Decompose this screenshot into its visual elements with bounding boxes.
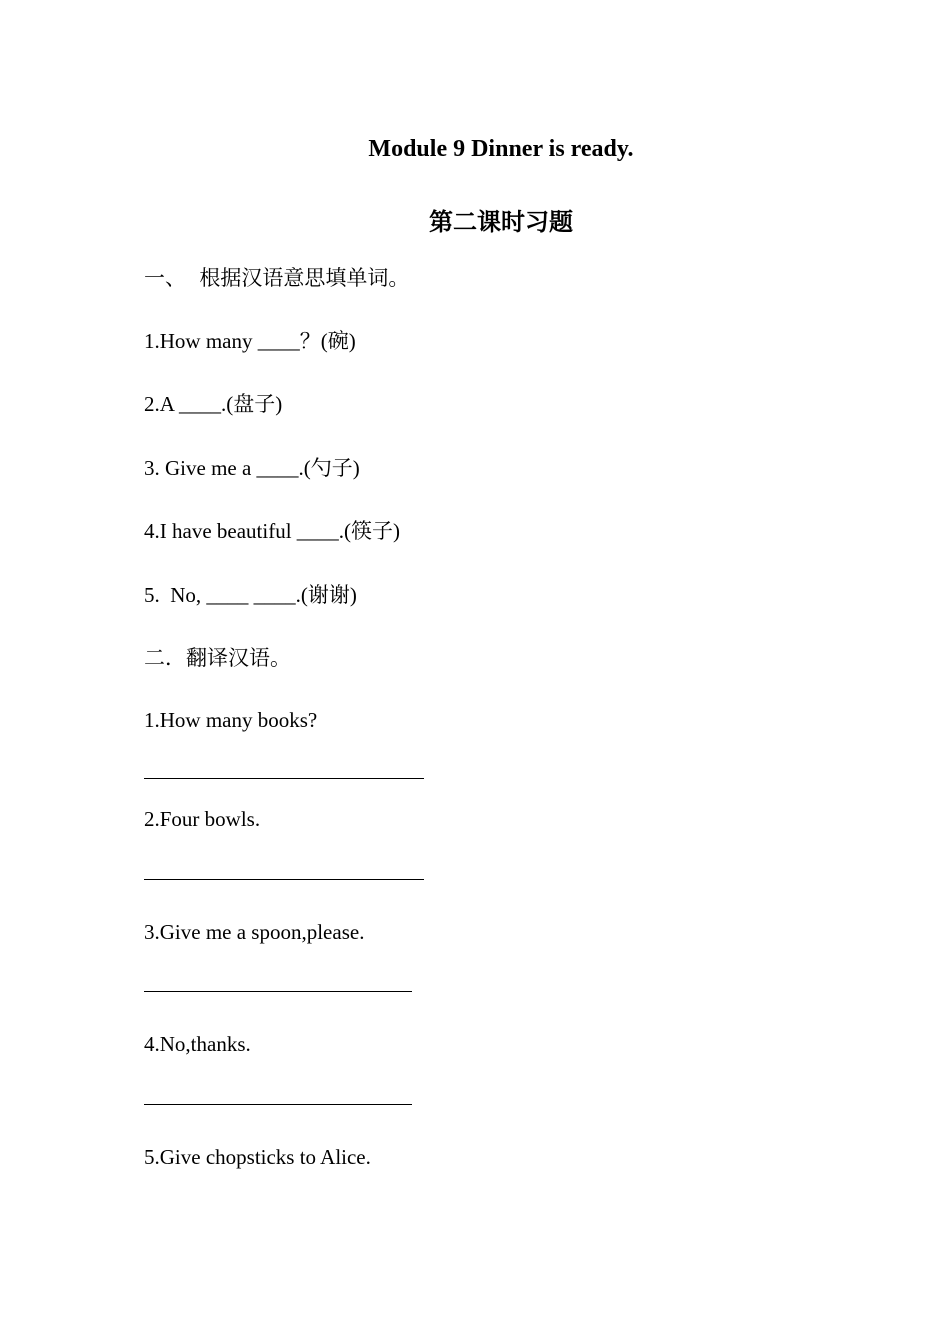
- fill-in-item-3: 3. Give me a ____.(勺子): [144, 456, 360, 480]
- translate-item-1: 1.How many books?: [144, 708, 318, 732]
- answer-line-1: [144, 778, 424, 779]
- translate-item-4: 4.No,thanks.: [144, 1032, 251, 1056]
- section-1-heading: 一、 根据汉语意思填单词。: [144, 266, 410, 290]
- translate-item-5: 5.Give chopsticks to Alice.: [144, 1145, 371, 1169]
- translate-item-2: 2.Four bowls.: [144, 807, 261, 831]
- answer-line-2: [144, 879, 424, 880]
- fill-in-item-1: 1.How many ____？(碗): [144, 329, 356, 353]
- fill-in-item-5: 5. No, ____ ____.(谢谢): [144, 583, 357, 607]
- page-subtitle: 第二课时习题: [429, 208, 573, 236]
- answer-line-4: [144, 1104, 412, 1105]
- translate-item-3: 3.Give me a spoon,please.: [144, 920, 365, 944]
- page-title: Module 9 Dinner is ready.: [368, 136, 634, 162]
- answer-line-3: [144, 991, 412, 992]
- fill-in-item-2: 2.A ____.(盘子): [144, 392, 283, 416]
- section-2-heading: 二．翻译汉语。: [144, 646, 291, 670]
- fill-in-item-4: 4.I have beautiful ____.(筷子): [144, 519, 401, 543]
